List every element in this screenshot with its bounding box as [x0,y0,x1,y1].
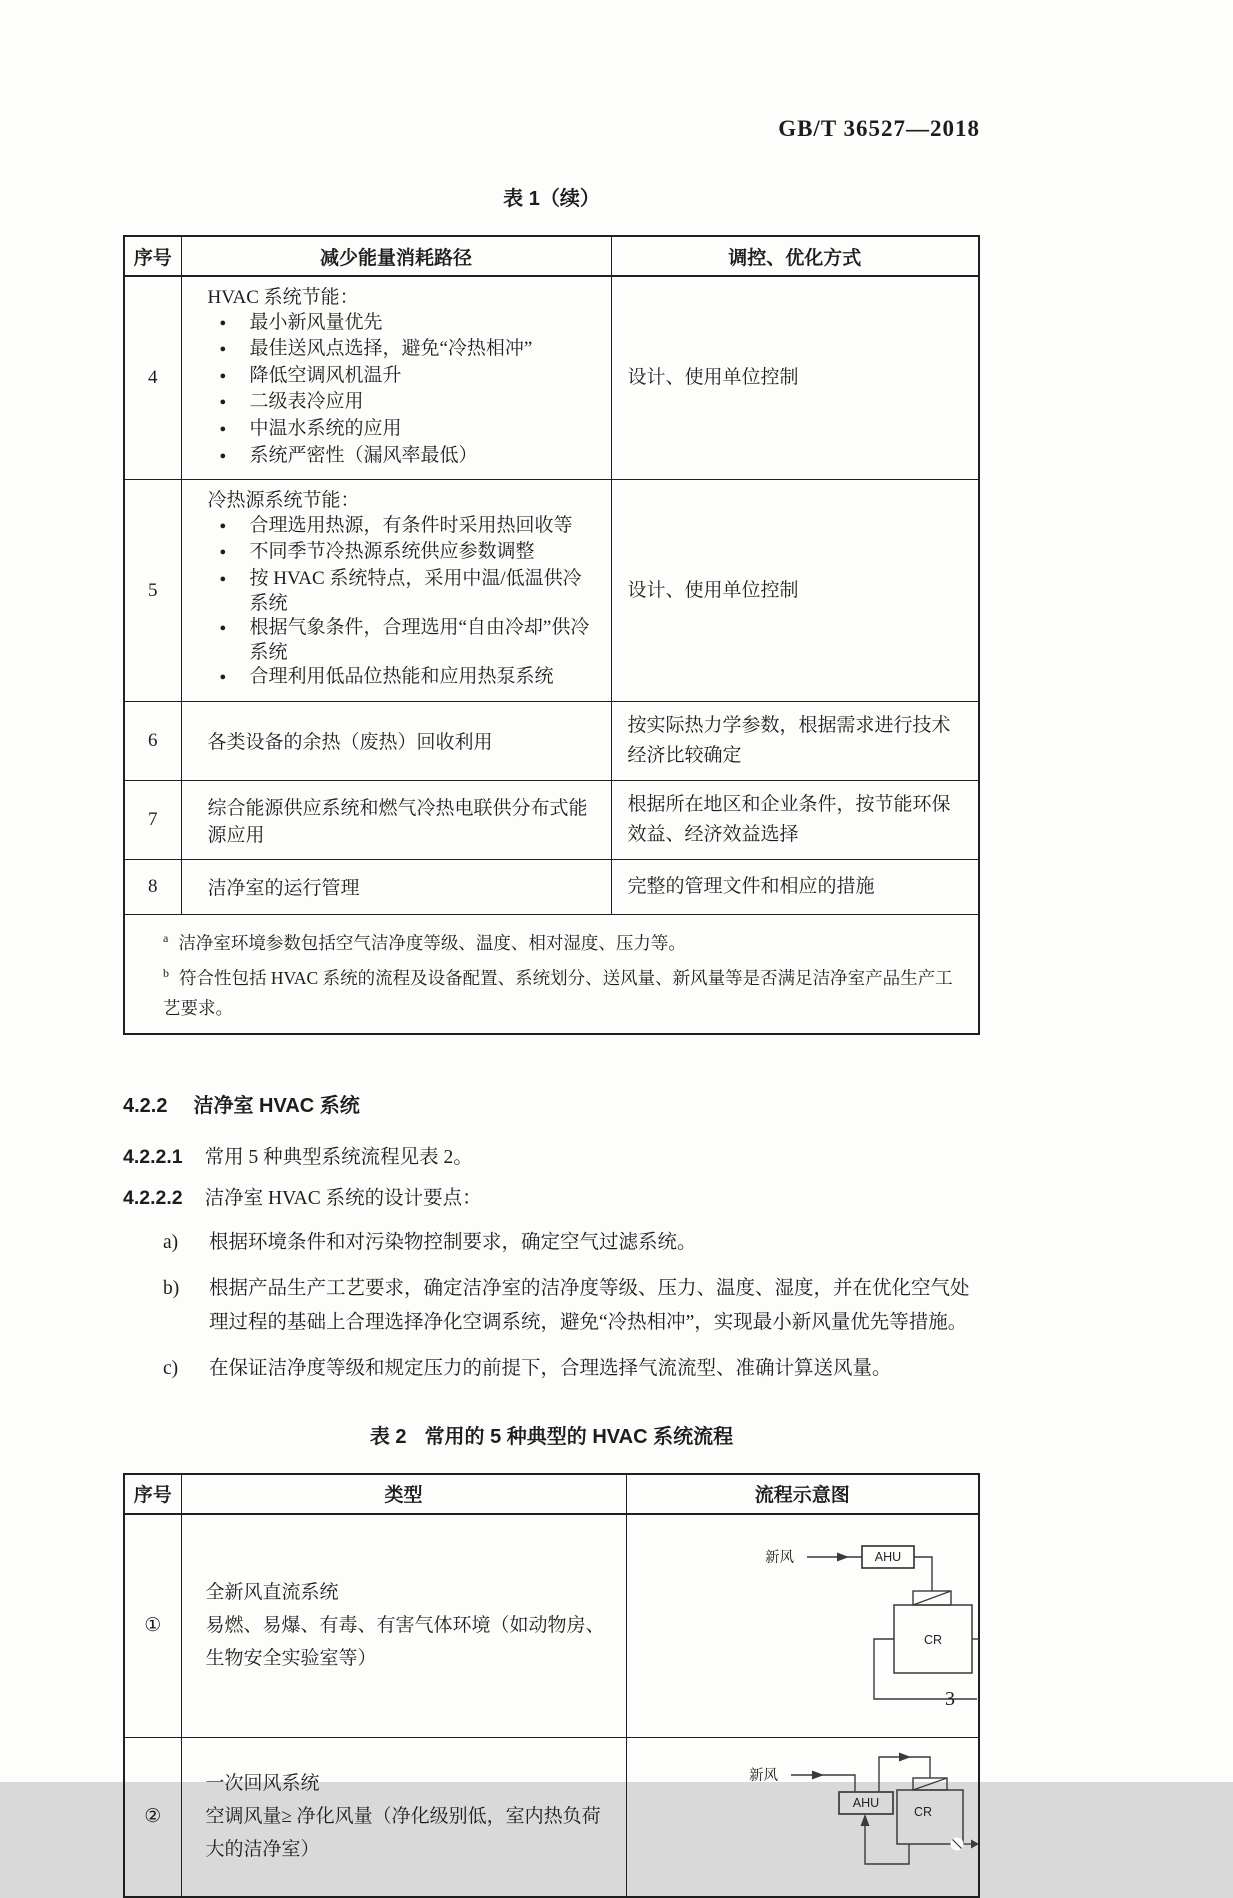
row5-title: 冷热源系统节能： [207,490,360,512]
row7-no: 7 [124,780,181,859]
row5-no: 5 [124,480,181,702]
row6-control: 按实际热力学参数，根据需求进行技术经济比较确定 [611,701,979,780]
t2row2-type-title: 一次回风系统 [205,1773,320,1795]
table2-row-2 [124,1737,979,1897]
bullet-icon [220,514,250,541]
table2-row-1 [124,1514,979,1738]
fresh-air-label: 新风 [764,1549,794,1566]
list-item: ● 系统严密性（漏风率最低） [208,444,601,471]
design-point-b: b) 根据产品生产工艺要求，确定洁净室的洁净度等级、压力、温度、湿度，并在优化空气处理过程的基础上合理选择净化空调系统，避免“冷热相冲”，实现最小新风量优先等措施。 [163,1277,970,1333]
return-duct-line [865,1816,909,1864]
section-title: 洁净室 HVAC 系统 [193,1094,360,1117]
cleanroom-label: CR [913,1804,932,1819]
duct-line [791,1775,855,1792]
arrow-right-icon [971,1839,979,1848]
ahu-label: AHU [852,1795,879,1810]
list-item: ● 不同季节冷热源系统供应参数调整 [208,540,601,567]
table2-header-no: 序号 [124,1474,181,1514]
table2 [123,1473,980,1898]
bullet-icon [220,417,250,444]
t2row2-type-desc: 空调风量≥ 净化风量（净化级别低，室内热负荷大的洁净室） [205,1806,601,1861]
table2-title: 表 2 常用的 5 种典型的 HVAC 系统流程 [369,1425,734,1448]
list-item: ● 最小新风量优先 [208,311,601,338]
fresh-air-label: 新风 [748,1767,778,1784]
table1-header-path: 减少能量消耗路径 [181,236,611,276]
flow-diagram-full-fresh-air [627,1521,980,1725]
bullet-icon [220,337,250,364]
bullet-icon [220,364,250,391]
table2-header-diagram: 流程示意图 [626,1474,979,1514]
table1-title: 表 1（续） [503,188,600,210]
row8-control: 完整的管理文件和相应的措施 [611,859,979,914]
list-item: ● 中温水系统的应用 [208,417,601,444]
exhaust-loop-line [874,1639,977,1699]
paragraph-4221: 4.2.2.1 常用 5 种典型系统流程见表 2。 [123,1145,473,1168]
row4-control: 设计、使用单位控制 [611,276,979,480]
list-item: ● 按 HVAC 系统特点，采用中温/低温供冷系统 [208,567,601,616]
row4-title: HVAC 系统节能： [207,287,359,308]
section-number: 4.2.2 [123,1094,168,1117]
row6-title: 各类设备的余热（废热）回收利用 [181,701,611,780]
bullet-icon [220,665,250,692]
table-row-6 [124,701,979,780]
table1-header-control: 调控、优化方式 [611,236,979,276]
filter-diagonal [913,1591,951,1605]
page-number: 3 [945,1688,955,1710]
bullet-icon [220,616,250,665]
table1-header-no: 序号 [124,236,181,276]
list-item: ● 根据气象条件，合理选用“自由冷却”供冷系统 [208,616,601,665]
table2-header-type: 类型 [181,1474,626,1514]
row8-no: 8 [124,859,181,914]
table1 [123,235,980,1035]
list-item: ● 合理利用低品位热能和应用热泵系统 [208,665,601,692]
flow-diagram-primary-return-air [627,1744,980,1884]
row5-control: 设计、使用单位控制 [611,480,979,702]
t2row1-type-title: 全新风直流系统 [205,1582,339,1604]
bullet-icon [220,540,250,567]
t2row1-type-desc: 易燃、易爆、有毒、有害气体环境（如动物房、生物安全实验室等） [205,1615,605,1670]
ahu-label: AHU [874,1549,901,1564]
bullet-icon [220,444,250,471]
filter-diagonal [913,1778,947,1790]
bullet-icon [220,311,250,338]
arrow-right-icon [899,1752,911,1761]
table-row-5 [124,480,979,702]
arrow-right-icon [837,1552,849,1561]
row7-control: 根据所在地区和企业条件，按节能环保效益、经济效益选择 [611,780,979,859]
cleanroom-label: CR [923,1632,942,1647]
row6-no: 6 [124,701,181,780]
design-point-a: a) 根据环境条件和对污染物控制要求，确定空气过滤系统。 [163,1231,697,1253]
table-row-4 [124,276,979,480]
t2row2-no: ② [124,1737,181,1897]
t2row1-no: ① [124,1514,181,1738]
footnote-a: $^a$ 洁净室环境参数包括空气洁净度等级、温度、相对湿度、压力等。 [163,930,686,953]
doc-number: GB/T 36527—2018 [778,116,980,141]
arrow-right-icon [812,1770,824,1779]
footnote-b: $^b$ 符合性包括 HVAC 系统的流程及设备配置、系统划分、送风量、新风量等是否满足洁净室产品生产工艺要求。 [163,965,953,1018]
table-row-8 [124,859,979,914]
design-point-c: c) 在保证洁净度等级和规定压力的前提下，合理选择气流流型、准确计算送风量。 [163,1357,892,1379]
row4-no: 4 [124,276,181,480]
list-item: ● 二级表冷应用 [208,390,601,417]
list-item: ● 降低空调风机温升 [208,364,601,391]
list-item: ● 最佳送风点选择，避免“冷热相冲” [208,337,601,364]
row7-title: 综合能源供应系统和燃气冷热电联供分布式能源应用 [181,780,611,859]
paragraph-4222: 4.2.2.2 洁净室 HVAC 系统的设计要点： [123,1186,482,1209]
table1-header-row [124,236,979,276]
bullet-icon [220,390,250,417]
arrow-up-icon [860,1814,869,1826]
duct-line [914,1557,932,1591]
bullet-icon [220,567,250,616]
list-item: ● 合理选用热源，有条件时采用热回收等 [208,514,601,541]
table-row-7 [124,780,979,859]
table1-footnotes [124,914,979,1033]
row8-title: 洁净室的运行管理 [181,859,611,914]
section-heading [123,1089,980,1118]
table2-header-row [124,1474,979,1514]
